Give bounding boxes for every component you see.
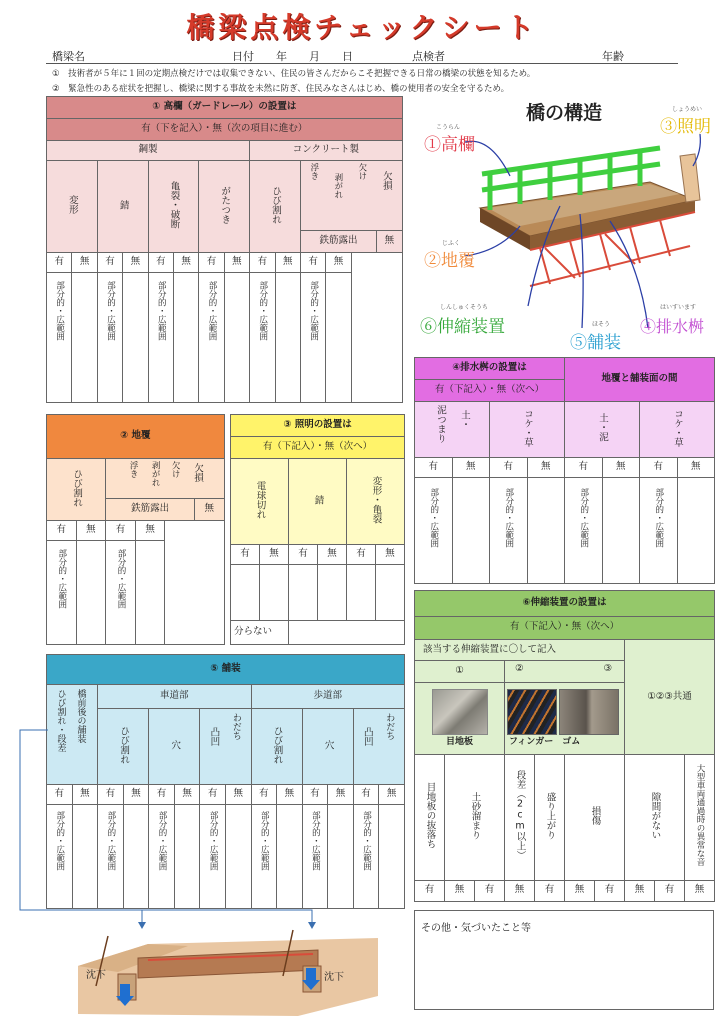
page-title: 橋梁点検チェックシート bbox=[186, 11, 538, 44]
no-cell[interactable]: 無 bbox=[76, 521, 106, 541]
section-lighting-sub: 有（下記入）・無（次へ） bbox=[231, 437, 405, 459]
none-label: 無 bbox=[194, 499, 224, 521]
date-label: 日付 年 月 日 bbox=[232, 50, 353, 63]
defect-label: 欠損 bbox=[380, 171, 392, 190]
sink-right-label: 沈下 bbox=[324, 972, 344, 983]
light-rust-label: 錆 bbox=[312, 494, 324, 505]
yes-cell[interactable]: 有 bbox=[106, 521, 136, 541]
steel-header: 鋼製 bbox=[47, 141, 250, 161]
chip-label: 欠け bbox=[170, 461, 181, 478]
yes-cell[interactable]: 有 bbox=[199, 253, 224, 273]
no-cell[interactable]: 無 bbox=[602, 458, 640, 478]
no-cell[interactable]: 無 bbox=[318, 545, 347, 565]
yes-cell[interactable]: 有 bbox=[595, 880, 625, 901]
no-cell[interactable]: 無 bbox=[376, 545, 405, 565]
section-joint-sub: 有（下記入）・無（次へ） bbox=[415, 616, 715, 639]
yes-cell[interactable]: 有 bbox=[415, 880, 445, 901]
yes-cell[interactable]: 有 bbox=[47, 253, 72, 273]
no-cell[interactable]: 無 bbox=[625, 880, 655, 901]
partial-wide[interactable]: 部分的・広範囲 bbox=[361, 811, 372, 871]
drain-ruby: はいすいます bbox=[660, 304, 697, 311]
no-cell[interactable]: 無 bbox=[225, 785, 251, 805]
plate-drop-label: 目地板の抜落ち bbox=[424, 782, 436, 849]
partial-wide[interactable]: 部分的・広範囲 bbox=[428, 488, 439, 548]
no-cell[interactable]: 無 bbox=[72, 785, 98, 805]
yes-cell[interactable]: 有 bbox=[47, 521, 77, 541]
item-crack: ひび割れ bbox=[270, 185, 281, 224]
partial-wide[interactable]: 部分的・広範囲 bbox=[156, 811, 167, 871]
rebar-exposure-label: 鉄筋露出 bbox=[106, 499, 195, 521]
yes-cell[interactable]: 有 bbox=[149, 785, 175, 805]
soil-mud-label: 土・泥 bbox=[597, 413, 609, 442]
no-cell[interactable]: 無 bbox=[379, 785, 405, 805]
walk-crack-label: ひび割れ bbox=[271, 725, 283, 764]
partial-wide[interactable]: 部分的・広範囲 bbox=[54, 281, 65, 341]
unknown-label[interactable]: 分らない bbox=[231, 621, 289, 645]
moss-grass-label: コケ・草 bbox=[522, 408, 533, 447]
yes-cell[interactable]: 有 bbox=[565, 458, 603, 478]
lighting-ruby: しょうめい bbox=[672, 106, 703, 113]
yes-cell[interactable]: 有 bbox=[47, 785, 73, 805]
railing-ruby: こうらん bbox=[436, 124, 461, 131]
roadway-header: 車道部 bbox=[98, 685, 251, 709]
railing-label: ①高欄 bbox=[424, 135, 475, 155]
yes-cell[interactable]: 有 bbox=[475, 880, 505, 901]
mud-clog-label: 泥つまり bbox=[434, 405, 446, 443]
partial-wide[interactable]: 部分的・広範囲 bbox=[208, 811, 219, 871]
sidewalk-header: 歩道部 bbox=[251, 685, 404, 709]
yes-cell[interactable]: 有 bbox=[231, 545, 260, 565]
joint-ruby: しんしゅくそうち bbox=[440, 304, 489, 311]
no-cell[interactable]: 無 bbox=[452, 458, 490, 478]
abnormal-noise-label: 大型車両通過時の異常な音 bbox=[694, 764, 705, 867]
road-crack-label: ひび割れ bbox=[118, 725, 130, 764]
no-cell[interactable]: 無 bbox=[328, 785, 354, 805]
joint-type-3: ③ bbox=[603, 663, 612, 675]
deck-ruby: じふく bbox=[442, 240, 461, 247]
concrete-header: コンクリート製 bbox=[250, 141, 402, 161]
partial-wide[interactable]: 部分的・広範囲 bbox=[653, 488, 664, 548]
moss-grass-label-2: コケ・草 bbox=[672, 408, 684, 447]
partial-wide[interactable]: 部分的・広範囲 bbox=[578, 488, 589, 548]
yes-cell[interactable]: 有 bbox=[300, 253, 325, 273]
partial-wide[interactable]: 部分的・広範囲 bbox=[259, 811, 270, 871]
joint-common-label: ①②③共通 bbox=[625, 639, 715, 754]
yes-cell[interactable]: 有 bbox=[250, 253, 275, 273]
section-drain-title: ④排水桝の設置は bbox=[415, 358, 565, 380]
joint-label: ⑥伸縮装置 bbox=[420, 317, 505, 337]
structure-title: 橋の構造 bbox=[526, 102, 603, 124]
drain-label: ④排水桝 bbox=[640, 317, 705, 336]
road-hole-label: 穴 bbox=[169, 739, 181, 750]
bulb-out-label: 電球切れ bbox=[254, 480, 266, 519]
approach-pave-label: 橋前後の舗装 bbox=[75, 689, 86, 743]
partial-wide[interactable]: 部分的・広範囲 bbox=[257, 281, 268, 341]
curb-crack-label: ひび割れ bbox=[71, 468, 83, 507]
section-joint-title: ⑥伸縮装置の設置は bbox=[415, 591, 715, 617]
no-cell[interactable]: 無 bbox=[174, 785, 200, 805]
item-deformation: 変形 bbox=[66, 195, 78, 215]
road-bump-label: 凸凹 bbox=[208, 727, 220, 746]
section-railing-sub: 有（下を記入）・無（次の項目に進む） bbox=[47, 119, 403, 141]
peel-label: 剥がれ bbox=[150, 461, 161, 487]
yes-cell[interactable]: 有 bbox=[97, 253, 122, 273]
finger-caption: フィンガー bbox=[509, 737, 554, 748]
light-deform-label: 変形・亀裂 bbox=[370, 475, 382, 524]
section-railing-title: ① 高欄（ガードレール）の設置は bbox=[47, 97, 403, 119]
no-cell[interactable]: 無 bbox=[135, 521, 165, 541]
defect-label: 欠損 bbox=[192, 463, 204, 482]
step-label: 段差（2cm以上） bbox=[514, 770, 526, 861]
yes-cell[interactable]: 有 bbox=[415, 458, 453, 478]
chip-label: 欠け bbox=[356, 163, 367, 180]
none-label: 無 bbox=[377, 231, 403, 253]
partial-wide[interactable]: 部分的・広範囲 bbox=[308, 281, 319, 341]
float-label: 浮き bbox=[308, 163, 319, 180]
joint-type-2: ② bbox=[515, 663, 524, 675]
walk-bump-label: 凸凹 bbox=[361, 727, 373, 746]
no-cell[interactable]: 無 bbox=[224, 253, 249, 273]
no-cell[interactable]: 無 bbox=[445, 880, 475, 901]
purpose-note-1: ① 技術者が５年に１回の定期点検だけでは収集できない、住民の皆さんだからこそ把握できる日常の橋梁の状態を知るため。 bbox=[52, 69, 536, 79]
partial-wide[interactable]: 部分的・広範囲 bbox=[156, 281, 167, 341]
section-lighting-title: ③ 照明の設置は bbox=[231, 415, 405, 437]
partial-wide[interactable]: 部分的・広範囲 bbox=[115, 549, 126, 609]
no-cell[interactable]: 無 bbox=[505, 880, 535, 901]
no-cell[interactable]: 無 bbox=[275, 253, 300, 273]
partial-wide[interactable]: 部分的・広範囲 bbox=[105, 811, 116, 871]
sediment-label: 土砂溜まり bbox=[469, 791, 481, 840]
partial-wide[interactable]: 部分的・広範囲 bbox=[105, 281, 116, 341]
joint-type-1: ① bbox=[415, 661, 505, 682]
sink-left-label: 沈下 bbox=[86, 970, 106, 981]
partial-wide[interactable]: 部分的・広範囲 bbox=[207, 281, 217, 341]
joint-instruction: 該当する伸縮装置に〇して記入 bbox=[415, 639, 625, 660]
peel-label: 剥がれ bbox=[332, 173, 343, 199]
rubber-caption: ゴム bbox=[562, 737, 581, 748]
rebar-exposure-label: 鉄筋露出 bbox=[300, 231, 376, 253]
bridge-name-label: 橋梁名 bbox=[52, 50, 85, 63]
pave-label: ⑤舗装 bbox=[570, 333, 621, 353]
road-rut-label: わだち bbox=[230, 713, 241, 740]
item-rattle: がたつき bbox=[219, 185, 231, 224]
age-label: 年齢 bbox=[602, 50, 624, 63]
pave-ruby: ほそう bbox=[592, 321, 611, 328]
other-notes-label: その他・気づいたこと等 bbox=[421, 923, 531, 934]
yes-cell[interactable]: 有 bbox=[347, 545, 376, 565]
no-cell[interactable]: 無 bbox=[277, 785, 303, 805]
no-cell[interactable]: 無 bbox=[72, 253, 97, 273]
no-gap-label: 隙間がない bbox=[649, 791, 661, 840]
settlement-figure bbox=[78, 926, 378, 1018]
lighting-label: ③照明 bbox=[660, 117, 711, 137]
partial-wide[interactable]: 部分的・広範囲 bbox=[56, 549, 67, 609]
inspector-label: 点検者 bbox=[412, 50, 445, 63]
yes-cell[interactable]: 有 bbox=[490, 458, 528, 478]
partial-wide[interactable]: 部分的・広範囲 bbox=[310, 811, 321, 871]
yes-cell[interactable]: 有 bbox=[98, 785, 124, 805]
purpose-note-2: ② 緊急性のある症状を把握し、橋梁に関する事故を未然に防ぎ、住民みなさんはじめ、橋の使用者の安全を守るため。 bbox=[52, 84, 510, 94]
yes-cell[interactable]: 有 bbox=[353, 785, 379, 805]
no-cell[interactable]: 無 bbox=[173, 253, 198, 273]
no-cell[interactable]: 無 bbox=[326, 253, 351, 273]
item-crack-break: 亀裂・破断 bbox=[168, 180, 180, 229]
approach-crack-label: ひび割れ・段差 bbox=[55, 689, 66, 752]
yes-cell[interactable]: 有 bbox=[302, 785, 328, 805]
walk-rut-label: わだち bbox=[384, 713, 395, 740]
float-label: 浮き bbox=[128, 461, 139, 478]
bulge-label: 盛り上がり bbox=[544, 791, 556, 840]
partial-wide[interactable]: 部分的・広範囲 bbox=[503, 488, 514, 548]
yes-cell[interactable]: 有 bbox=[148, 253, 173, 273]
partial-wide[interactable]: 部分的・広範囲 bbox=[54, 811, 65, 871]
yes-cell[interactable]: 有 bbox=[200, 785, 226, 805]
soil-label: 土・ bbox=[458, 410, 470, 429]
section-pavement-title: ⑤ 舗装 bbox=[47, 655, 405, 685]
no-cell[interactable]: 無 bbox=[527, 458, 565, 478]
section-curb-title: ② 地覆 bbox=[47, 415, 225, 459]
deck-label: ②地覆 bbox=[424, 251, 475, 271]
yes-cell[interactable]: 有 bbox=[655, 880, 685, 901]
no-cell[interactable]: 無 bbox=[565, 880, 595, 901]
gutter-title: 地覆と舗装面の間 bbox=[565, 358, 715, 402]
no-cell[interactable]: 無 bbox=[677, 458, 715, 478]
item-rust: 錆 bbox=[117, 199, 129, 210]
walk-hole-label: 穴 bbox=[322, 739, 334, 750]
yes-cell[interactable]: 有 bbox=[640, 458, 678, 478]
no-cell[interactable]: 無 bbox=[260, 545, 289, 565]
yes-cell[interactable]: 有 bbox=[289, 545, 318, 565]
no-cell[interactable]: 無 bbox=[123, 253, 148, 273]
joint-plate-caption: 目地板 bbox=[445, 737, 473, 748]
yes-cell[interactable]: 有 bbox=[251, 785, 277, 805]
no-cell[interactable]: 無 bbox=[123, 785, 149, 805]
no-cell[interactable]: 無 bbox=[685, 880, 715, 901]
yes-cell[interactable]: 有 bbox=[535, 880, 565, 901]
damage-label: 損傷 bbox=[589, 805, 601, 825]
section-drain-sub: 有（下記入）・無（次へ） bbox=[415, 380, 565, 402]
